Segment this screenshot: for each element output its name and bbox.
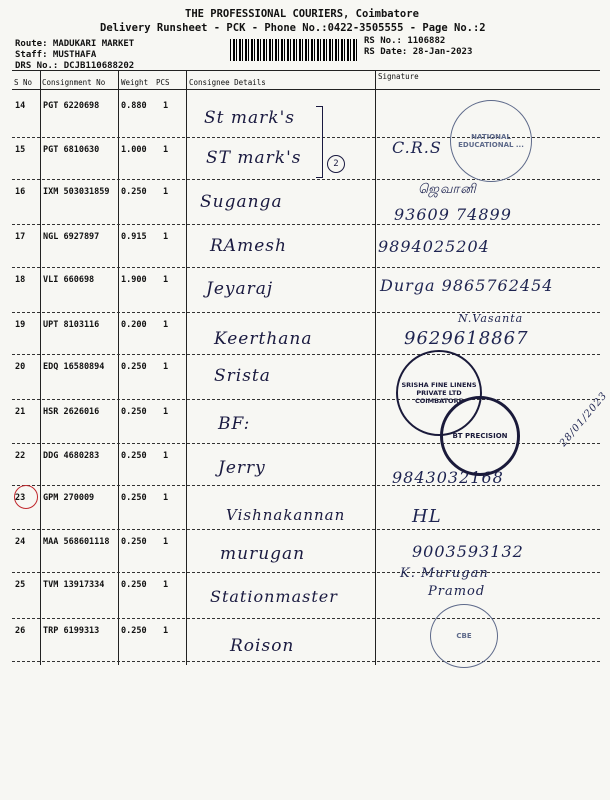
signature: Durga 9865762454 <box>380 276 554 295</box>
row-weight: 0.250 <box>121 187 147 197</box>
row-serial: 21 <box>15 407 26 417</box>
row-consignment: VLI 660698 <box>43 275 95 285</box>
row-pcs: 1 <box>163 407 169 417</box>
signature: 93609 74899 <box>394 205 512 224</box>
row-serial: 15 <box>15 145 26 155</box>
row-divider <box>12 529 600 530</box>
row-consignment: TVM 13917334 <box>43 580 105 590</box>
row-weight: 0.250 <box>121 407 147 417</box>
company-title: THE PROFESSIONAL COURIERS, Coimbatore <box>185 8 419 20</box>
row-divider <box>12 661 600 662</box>
row-pcs: 1 <box>163 537 169 547</box>
school-stamp: NATIONAL EDUCATIONAL ... <box>450 100 532 182</box>
circled-number: 2 <box>327 155 345 173</box>
row-divider <box>12 618 600 619</box>
row-weight: 1.000 <box>121 145 147 155</box>
row-consignment: IXM 503031859 <box>43 187 110 197</box>
row-serial: 24 <box>15 537 26 547</box>
row-serial: 25 <box>15 580 26 590</box>
consignee-name: murugan <box>220 544 306 564</box>
col-divider <box>118 70 119 665</box>
consignee-name: RAmesh <box>210 236 287 256</box>
barcode <box>230 39 358 61</box>
signature-script: ஜெவானி <box>418 182 477 197</box>
rs-number: RS No.: 1106882 <box>364 36 446 46</box>
consignee-name: Srista <box>214 366 271 386</box>
row-consignment: EDQ 16580894 <box>43 362 105 372</box>
col-consignee: Consignee Details <box>189 78 266 87</box>
row-pcs: 1 <box>163 145 169 155</box>
row-weight: 0.200 <box>121 320 147 330</box>
round-stamp: CBE <box>430 604 498 668</box>
row-weight: 0.250 <box>121 580 147 590</box>
row-pcs: 1 <box>163 451 169 461</box>
row-divider <box>12 572 600 573</box>
row-pcs: 1 <box>163 101 169 111</box>
row-consignment: NGL 6927897 <box>43 232 100 242</box>
signature: Pramod <box>428 584 486 599</box>
row-consignment: PGT 6220698 <box>43 101 100 111</box>
route-label: Route: MADUKARI MARKET <box>15 39 135 49</box>
col-consignment: Consignment No <box>42 78 106 87</box>
col-weight: Weight <box>121 78 149 87</box>
table-top-border <box>12 70 600 71</box>
consignee-name: Jerry <box>218 458 266 478</box>
row-divider <box>12 354 600 355</box>
row-pcs: 1 <box>163 275 169 285</box>
row-pcs: 1 <box>163 320 169 330</box>
consignee-name: ST mark's <box>206 148 302 168</box>
row-weight: 0.880 <box>121 101 147 111</box>
row-serial: 23 <box>15 493 26 503</box>
precision-stamp: BT PRECISION <box>440 396 520 476</box>
consignee-name: Jeyaraj <box>206 279 274 299</box>
row-divider <box>12 399 600 400</box>
bracket-mark <box>316 106 323 178</box>
col-signature: Signature <box>378 72 419 81</box>
row-pcs: 1 <box>163 232 169 242</box>
signature: C.R.S <box>392 138 442 157</box>
consignee-name: St mark's <box>204 108 295 128</box>
signature: 9843032168 <box>392 468 504 487</box>
consignee-name: Roison <box>230 636 295 656</box>
row-divider <box>12 485 600 486</box>
table-header-border <box>12 89 600 90</box>
row-serial: 22 <box>15 451 26 461</box>
row-consignment: TRP 6199313 <box>43 626 100 636</box>
signature: 9629618867 <box>404 328 529 349</box>
signature: 9894025204 <box>378 237 490 256</box>
row-serial: 17 <box>15 232 26 242</box>
row-divider <box>12 267 600 268</box>
row-serial: 20 <box>15 362 26 372</box>
staff-label: Staff: MUSTHAFA <box>15 50 97 60</box>
row-pcs: 1 <box>163 493 169 503</box>
row-serial: 26 <box>15 626 26 636</box>
highlight-circle <box>14 485 38 509</box>
signature-name: N.Vasanta <box>458 312 524 325</box>
row-consignment: MAA 568601118 <box>43 537 110 547</box>
row-pcs: 1 <box>163 362 169 372</box>
runsheet-subtitle: Delivery Runsheet - PCK - Phone No.:0422-3505555 - Page No.:2 <box>100 22 486 34</box>
signature: 9003593132 <box>412 542 524 561</box>
col-divider <box>186 70 187 665</box>
row-consignment: PGT 6810630 <box>43 145 100 155</box>
drs-label: DRS No.: DCJB110688202 <box>15 61 135 71</box>
consignee-name: Stationmaster <box>210 587 338 606</box>
row-divider <box>12 179 600 180</box>
col-pcs: PCS <box>156 78 170 87</box>
row-weight: 0.250 <box>121 626 147 636</box>
row-weight: 0.915 <box>121 232 147 242</box>
row-consignment: HSR 2626016 <box>43 407 100 417</box>
consignee-name: Suganga <box>200 192 283 212</box>
row-weight: 0.250 <box>121 362 147 372</box>
col-divider <box>375 70 376 665</box>
col-divider <box>40 70 41 665</box>
row-weight: 0.250 <box>121 451 147 461</box>
row-serial: 18 <box>15 275 26 285</box>
row-serial: 16 <box>15 187 26 197</box>
row-divider <box>12 224 600 225</box>
consignee-name: Vishnakannan <box>226 506 346 524</box>
row-pcs: 1 <box>163 626 169 636</box>
consignee-name: BF: <box>218 414 251 434</box>
col-sno: S No <box>14 78 33 87</box>
rs-date: RS Date: 28-Jan-2023 <box>364 47 473 57</box>
row-weight: 0.250 <box>121 493 147 503</box>
row-weight: 0.250 <box>121 537 147 547</box>
signature-name: K. Murugan <box>400 566 489 581</box>
row-weight: 1.900 <box>121 275 147 285</box>
row-consignment: UPT 8103116 <box>43 320 100 330</box>
row-serial: 14 <box>15 101 26 111</box>
row-serial: 19 <box>15 320 26 330</box>
row-consignment: GPM 270009 <box>43 493 95 503</box>
row-pcs: 1 <box>163 187 169 197</box>
row-pcs: 1 <box>163 580 169 590</box>
signature: HL <box>412 506 442 527</box>
signature-date: 28/01/2023 <box>557 390 610 449</box>
company-stamp: SRISHA FINE LINENS PRIVATE LTD COIMBATORE <box>396 350 482 436</box>
consignee-name: Keerthana <box>214 329 313 349</box>
row-consignment: DDG 4680283 <box>43 451 100 461</box>
